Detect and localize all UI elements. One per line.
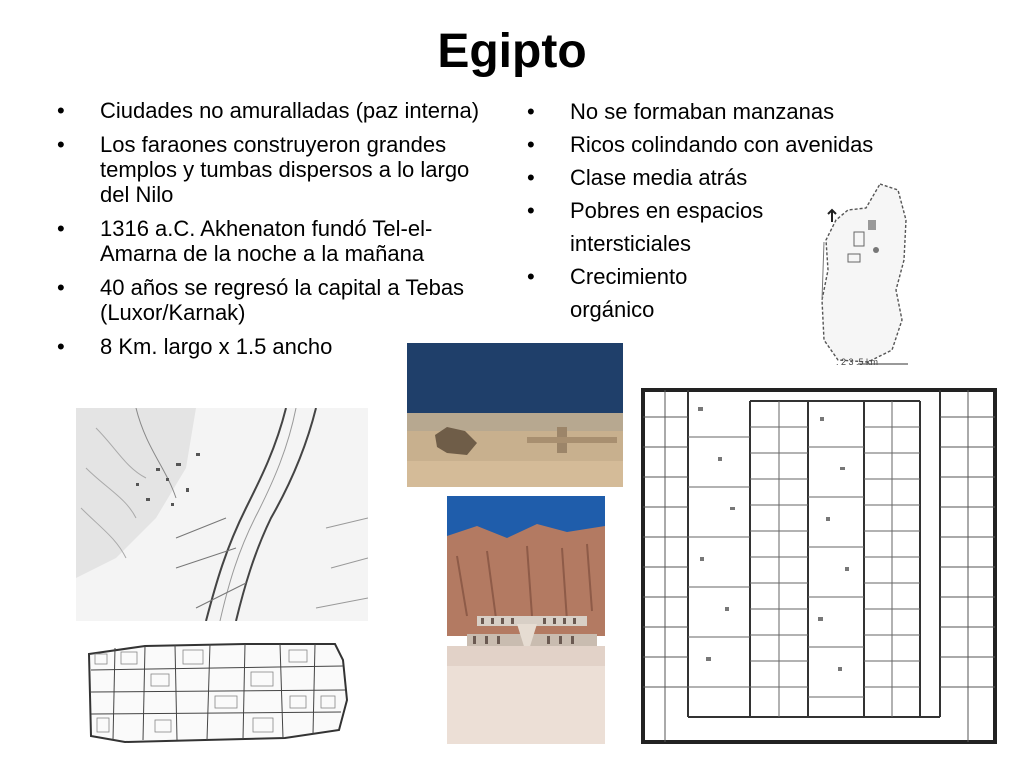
- bullet-text: Ricos colindando con avenidas: [570, 132, 874, 157]
- bullet-dot: •: [527, 165, 535, 190]
- bullet-dot: •: [527, 132, 535, 157]
- bullet-text: 40 años se regresó la capital a Tebas (Luxor/Karnak): [100, 275, 465, 325]
- temple-photo-image: [447, 496, 605, 744]
- village-plan-image: [640, 387, 998, 745]
- bullet-text: Ciudades no amuralladas (paz interna): [100, 98, 480, 123]
- bullet-continuation: orgánico: [570, 297, 655, 322]
- bullet-text: 1316 a.C. Akhenaton fundó Tel-el-Amarna de la noche a la mañana: [100, 216, 433, 266]
- bullet-item: [57, 216, 502, 266]
- bullet-text: No se formaban manzanas: [570, 99, 835, 124]
- bullet-item: [57, 98, 502, 123]
- bullet-dot: •: [527, 264, 535, 289]
- bullet-dot: •: [527, 198, 535, 223]
- bullet-text: Clase media atrás: [570, 165, 748, 190]
- bullet-item: [57, 132, 502, 207]
- bullet-dot: •: [57, 334, 65, 359]
- town-plan-image: [85, 640, 349, 744]
- north-map-image: [818, 180, 910, 370]
- slide-title: Egipto: [437, 25, 587, 78]
- bullet-text: 8 Km. largo x 1.5 ancho: [100, 334, 333, 359]
- river-map-image: [76, 408, 368, 621]
- bullet-dot: •: [57, 132, 65, 157]
- bullet-item: [527, 132, 907, 157]
- bullet-continuation: intersticiales: [570, 231, 692, 256]
- bullet-text: Crecimiento: [570, 264, 688, 289]
- bullet-item: [527, 99, 907, 124]
- bullet-dot: •: [527, 99, 535, 124]
- bullet-item: [57, 275, 502, 325]
- north-map-scale-label: . 2 3 .5 km: [836, 357, 879, 367]
- bullet-text: Pobres en espacios: [570, 198, 764, 223]
- bullet-text: Los faraones construyeron grandes templos y tumbas dispersos a lo largo del Nilo: [100, 132, 470, 207]
- left-bullet-list: [57, 98, 502, 368]
- bullet-dot: •: [57, 98, 65, 123]
- ruins-photo-image: [407, 343, 623, 487]
- bullet-dot: •: [57, 216, 65, 241]
- bullet-dot: •: [57, 275, 65, 300]
